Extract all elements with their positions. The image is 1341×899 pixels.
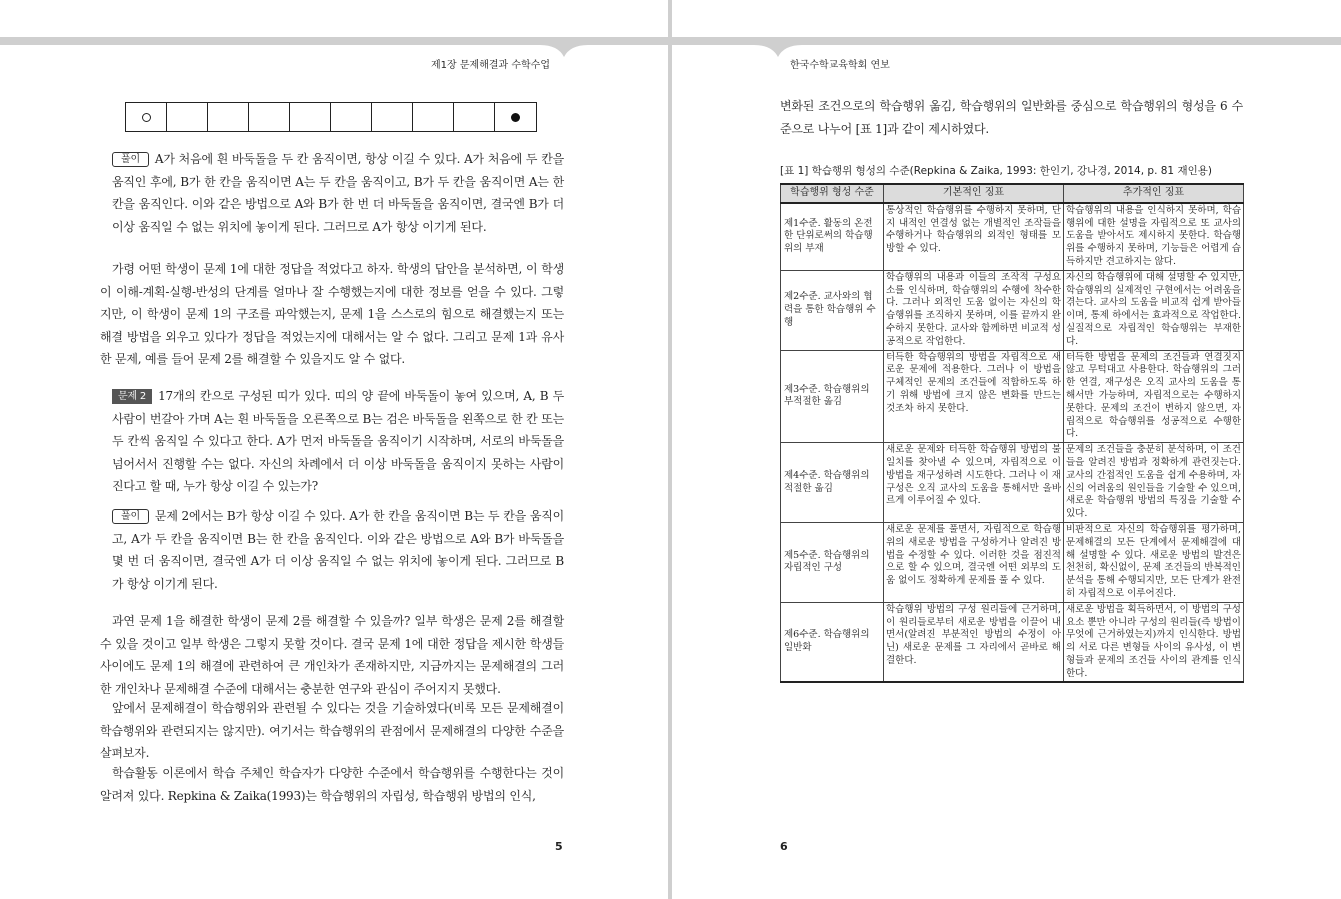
solution-1 — [112, 148, 564, 238]
basic-sign-cell: 터득한 학습행위의 방법을 자립적으로 새로운 문제에 적용한다. 그러나 이 방법을 구체적인 문제의 조건들에 적합하도록 하기 위해 방법에 크지 않은 변화를 만드는 것조차 하지 못한다. — [884, 350, 1064, 443]
extra-sign-cell: 학습행위의 내용을 인식하지 못하며, 학습행위에 대한 설명을 자립적으로 또 교사의 도움을 받아서도 제시하지 못한다. 학습행위를 수행하지 못하며, 기능들은 어렵게 습득하지만 견고하지는 않다. — [1064, 203, 1244, 270]
problem-2-text: 17개의 칸으로 구성된 띠가 있다. 띠의 양 끝에 바둑돌이 놓여 있으며, A, B 두 사람이 번갈아 가며 A는 흰 바둑돌을 오른쪽으로 B는 검은 바둑돌을 왼쪽으로 한 칸 또는 두 칸씩 움직일 수 있다고 한다. A가 먼저 바둑돌을 움직이기 시작하며, 서로의 바둑돌을 넘어서서 진행할 수는 없다. 자신의 차례에서 더 이상 바둑돌을 움직이지 못하는 사람이 진다고 할 때, 누가 항상 이길 수 있는가? — [112, 389, 564, 493]
solution-1-text: A가 처음에 흰 바둑돌을 두 칸 움직이면, 항상 이길 수 있다. A가 처음에 두 칸을 움직인 후에, B가 한 칸을 움직이면 A는 두 칸을 움직이고, B가 두 칸을 움직이면 A는 한 칸을 움직인다. 이와 같은 방법으로 A와 B가 한 번 더 바둑돌을 움직이면, 결국엔 B가 더 이상 움직일 수 없는 위치에 놓이게 된다. 그러므로 A가 항상 이기게 된다. — [112, 152, 564, 234]
body-paragraph-4: 학습활동 이론에서 학습 주체인 학습자가 다양한 수준에서 학습행위를 수행한다는 것이 알려져 있다. Repkina & Zaika(1993)는 학습행위의 자립성, 학습행위 방법의 인식, — [100, 766, 564, 803]
table-caption: [표 1] 학습행위 형성의 수준(Repkina & Zaika, 1993: 한인기, 강나경, 2014, p. 81 재인용) — [780, 165, 1212, 177]
level-cell: 제4수준. 학습행위의 적절한 옮김 — [781, 443, 884, 523]
basic-sign-cell: 새로운 문제와 터득한 학습행위 방법의 불일치를 찾아낼 수 있으며, 자립적으로 이 방법을 재구성하려 시도한다. 그러나 이 재구성은 오직 교사의 도움을 통해서만 올바르게 이루어질 수 있다. — [884, 443, 1064, 523]
level-cell: 제5수준. 학습행위의 자립적인 구성 — [781, 522, 884, 602]
board-cell — [372, 103, 413, 131]
solution-2 — [112, 505, 564, 595]
table-row — [781, 270, 1244, 350]
black-stone — [511, 113, 520, 122]
level-cell: 제2수준. 교사와의 협력을 통한 학습행위 수행 — [781, 270, 884, 350]
board-cell — [167, 103, 208, 131]
page-number: 5 — [555, 840, 563, 853]
board-cell — [290, 103, 331, 131]
running-head: 제1장 문제해결과 수학수업 — [431, 60, 550, 71]
body-paragraph-3: 앞에서 문제해결이 학습행위와 관련될 수 있다는 것을 기술하였다(비록 모든 문제해결이 학습행위와 관련되지는 않지만). 여기서는 학습행위의 관점에서 문제해결의 다양한 수준을 살펴보자. — [100, 701, 564, 760]
table-row — [781, 203, 1244, 270]
running-head: 한국수학교육학회 연보 — [790, 60, 890, 71]
table-row — [781, 350, 1244, 443]
solution-2-text: 문제 2에서는 B가 항상 이길 수 있다. A가 한 칸을 움직이면 B는 두 칸을 움직이고, A가 두 칸을 움직이면 B는 한 칸을 움직인다. 이와 같은 방법으로 A와 B가 바둑돌을 몇 번 더 움직이면, 결국엔 A가 더 이상 움직일 수 없는 위치에 놓이게 된다. 그러므로 B가 항상 이기게 된다. — [112, 509, 564, 591]
solution-tag: 풀이 — [112, 152, 149, 167]
board-cell — [126, 103, 167, 131]
table-header-row — [781, 184, 1244, 203]
basic-sign-cell: 새로운 문제를 풀면서, 자립적으로 학습행위의 새로운 방법을 구성하거나 알려진 방법을 수정할 수 있다. 이러한 것을 점진적으로 할 수 있으며, 결국엔 어떤 외부의 도움 없이도 정확하게 문제를 풀 수 있다. — [884, 522, 1064, 602]
extra-sign-cell: 자신의 학습행위에 대해 설명할 수 있지만, 학습행위의 실제적인 구현에서는 어려움을 겪는다. 교사의 도움을 비교적 쉽게 받아들이며, 통제 하에서는 효과적으로 작업한다. 실질적으로 자립적인 학습행위는 부재한다. — [1064, 270, 1244, 350]
intro-paragraph: 변화된 조건으로의 학습행위 옮김, 학습행위의 일반화를 중심으로 학습행위의 형성을 6 수준으로 나누어 [표 1]과 같이 제시하였다. — [780, 99, 1243, 136]
level-cell: 제3수준. 학습행위의 부적절한 옮김 — [781, 350, 884, 443]
right-page — [672, 0, 1341, 899]
board-cell — [208, 103, 249, 131]
basic-sign-cell: 학습행위 방법의 구성 원리들에 근거하며, 이 원리들로부터 새로운 방법을 이끌어 내면서(알려진 부분적인 방법의 수정이 아닌) 새로운 문제를 그 자리에서 곧바로 해결한다. — [884, 602, 1064, 682]
basic-sign-cell: 통상적인 학습행위를 수행하지 못하며, 단지 내적인 연결성 없는 개별적인 조작들을 수행하거나 학습행위의 외적인 형태를 모방할 수 있다. — [884, 203, 1064, 270]
level-cell: 제6수준. 학습행위의 일반화 — [781, 602, 884, 682]
header-band-tab — [540, 37, 668, 61]
board-cell — [495, 103, 536, 131]
column-header: 기본적인 징표 — [884, 184, 1064, 203]
column-header: 학습행위 형성 수준 — [781, 184, 884, 203]
problem-tag: 문제 2 — [112, 389, 152, 404]
body-paragraph-1: 가령 어떤 학생이 문제 1에 대한 정답을 적었다고 하자. 학생의 답안을 분석하면, 이 학생이 이해-계획-실행-반성의 단계를 얼마나 잘 수행했는지에 대한 정보를 얻을 수 있다. 그렇지만, 이 학생이 문제 1의 구조를 파악했는지, 문제 1을 스스로의 힘으로 해결했는지 또는 해결 방법을 외우고 있다가 정답을 적었는지에 대해서는 알 수 없다. 그리고 문제 1과 유사한 문제, 예를 들어 문제 2를 해결할 수 있을지도 알 수 없다. — [100, 262, 564, 366]
levels-table — [780, 183, 1244, 683]
header-band — [800, 37, 1341, 45]
extra-sign-cell: 새로운 방법을 획득하면서, 이 방법의 구성요소 뿐만 아니라 구성의 원리들(즉 방법이 무엇에 근거하였는지)까지 인식한다. 방법의 서로 다른 변형들 사이의 유사성, 이 변형들과 문제의 조건들 사이의 관계를 인식한다. — [1064, 602, 1244, 682]
table-row — [781, 602, 1244, 682]
page-number: 6 — [780, 840, 788, 853]
body-paragraph-2: 과연 문제 1을 해결한 학생이 문제 2를 해결할 수 있을까? 일부 학생은 문제 2를 해결할 수 있을 것이고 일부 학생은 그렇지 못할 것이다. 결국 문제 1에 대한 정답을 제시한 학생들 사이에도 문제 1의 해결에 관련하여 큰 개인차가 존재하지만, 지금까지는 문제해결의 그러한 개인차나 문제해결 수준에 대해서는 충분한 연구와 관심이 주어지지 못했다. — [100, 614, 564, 696]
table-row — [781, 443, 1244, 523]
board-cell — [413, 103, 454, 131]
header-band-tab — [672, 37, 802, 61]
level-cell: 제1수준. 활동의 온전한 단위로써의 학습행위의 부재 — [781, 203, 884, 270]
basic-sign-cell: 학습행위의 내용과 이들의 조작적 구성요소를 인식하며, 학습행위의 수행에 착수한다. 그러나 외적인 도움 없이는 자신의 학습행위를 조직하지 못하며, 이를 끝까지 완수하지 못한다. 교사와 함께하면 비교적 성공적으로 작업한다. — [884, 270, 1064, 350]
header-band — [0, 37, 560, 45]
extra-sign-cell: 문제의 조건들을 충분히 분석하며, 이 조건들을 알려진 방법과 정확하게 관련짓는다. 교사의 간접적인 도움을 쉽게 수용하며, 자신의 어려움의 원인들을 기술할 수 있으며, 새로운 학습행위 방법의 특징을 기술할 수 있다. — [1064, 443, 1244, 523]
problem-2 — [112, 385, 564, 498]
left-page — [0, 0, 668, 899]
board-cell — [331, 103, 372, 131]
column-header: 추가적인 징표 — [1064, 184, 1244, 203]
extra-sign-cell: 비판적으로 자신의 학습행위를 평가하며, 문제해결의 모든 단계에서 문제해결에 대해 설명할 수 있다. 새로운 방법의 발견은 천천히, 확신없이, 문제 조건들의 반복적인 분석을 통해 수행되지만, 모든 단계가 완전히 자립적으로 이루어진다. — [1064, 522, 1244, 602]
table-row — [781, 522, 1244, 602]
board-cell — [454, 103, 495, 131]
game-board-strip — [125, 102, 537, 132]
solution-tag: 풀이 — [112, 509, 149, 524]
extra-sign-cell: 터득한 방법을 문제의 조건들과 연결짓지 않고 무턱대고 사용한다. 학습행위의 그러한 연결, 재구성은 오직 교사의 도움을 통해서만 가능하며, 자립적으로는 수행하지 못한다. 문제의 조건이 변하지 않으면, 자립적으로 학습행위를 성공적으로 수행한다. — [1064, 350, 1244, 443]
white-stone — [142, 113, 151, 122]
board-cell — [249, 103, 290, 131]
